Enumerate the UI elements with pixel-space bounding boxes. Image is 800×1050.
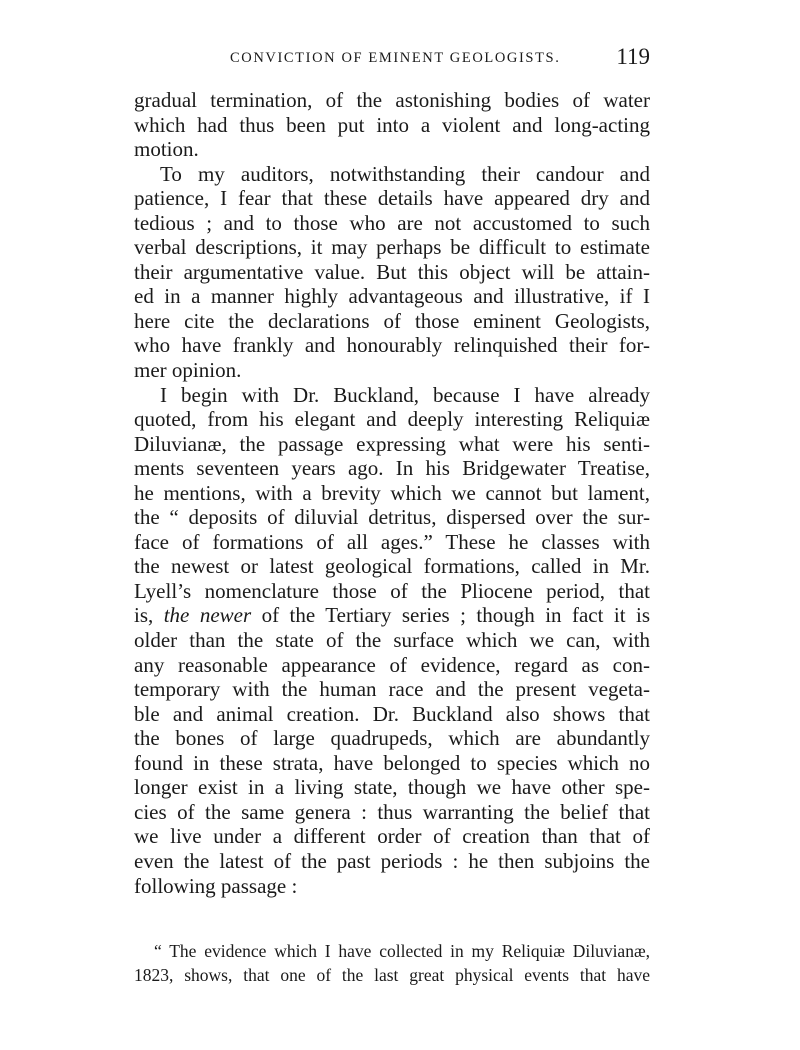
text-line: patience, I fear that these details have appeared dry and [134,186,650,211]
text-segment: of the Tertiary series ; though in fact it is [251,603,651,628]
text-line: mer opinion. [134,358,242,383]
text-line: the bones of large quadrupeds, which are abundantly [134,726,650,751]
text-line: temporary with the human race and the present vegeta- [134,677,650,702]
text-line: here cite the declarations of those eminent Geologists, [134,308,650,333]
text-line [134,603,650,628]
page-header [134,44,650,80]
text-segment: is, [134,603,164,628]
text-line: I begin with Dr. Buckland, because I have already [160,382,650,407]
text-line: we live under a different order of creation than that of [134,824,650,849]
page-number: 119 [616,44,650,69]
text-line: following passage : [134,873,298,898]
text-line: To my auditors, notwithstanding their candour and [160,161,650,186]
text-line: verbal descriptions, it may perhaps be difficult to estimate [134,235,650,260]
text-line: ed in a manner highly advantageous and illustrative, if I [134,284,650,309]
quote-line: “ The evidence which I have collected in my Reliquiæ Diluvianæ, [154,941,650,961]
text-line: older than the state of the surface which we can, with [134,628,650,653]
block-quote [134,939,650,987]
text-line: longer exist in a living state, though we have other spe- [134,775,650,800]
text-line: ments seventeen years ago. In his Bridgewater Treatise, [134,456,650,481]
text-line: Lyell’s nomenclature those of the Pliocene period, that [134,578,650,603]
text-line: found in these strata, have belonged to species which no [134,750,650,775]
text-line: gradual termination, of the astonishing bodies of water [134,88,650,112]
text-line: he mentions, with a brevity which we cannot but lament, [134,480,650,505]
quote-line: 1823, shows, that one of the last great physical events that have [134,965,650,985]
text-line: tedious ; and to those who are not accustomed to such [134,210,650,235]
text-line: ble and animal creation. Dr. Buckland also shows that [134,701,650,726]
text-line: any reasonable appearance of evidence, regard as con- [134,652,650,677]
text-line: the “ deposits of diluvial detritus, dispersed over the sur- [134,505,650,530]
text-line: who have frankly and honourably relinquished their for- [134,333,650,358]
text-line: Diluvianæ, the passage expressing what were his senti- [134,431,650,456]
text-line: cies of the same genera : thus warranting the belief that [134,799,650,824]
italic-phrase: the newer [163,603,252,628]
text-line: quoted, from his elegant and deeply interesting Reliquiæ [134,407,650,432]
body-text [134,88,650,898]
text-line: face of formations of all ages.” These he classes with [134,529,650,554]
text-line: which had thus been put into a violent and long-acting [134,112,650,137]
running-head: CONVICTION OF EMINENT GEOLOGISTS. [230,50,561,66]
text-line: the newest or latest geological formations, called in Mr. [134,554,650,579]
text-line: motion. [134,137,199,162]
text-line: their argumentative value. But this object will be attain- [134,259,650,284]
text-line: even the latest of the past periods : he then subjoins the [134,848,650,873]
